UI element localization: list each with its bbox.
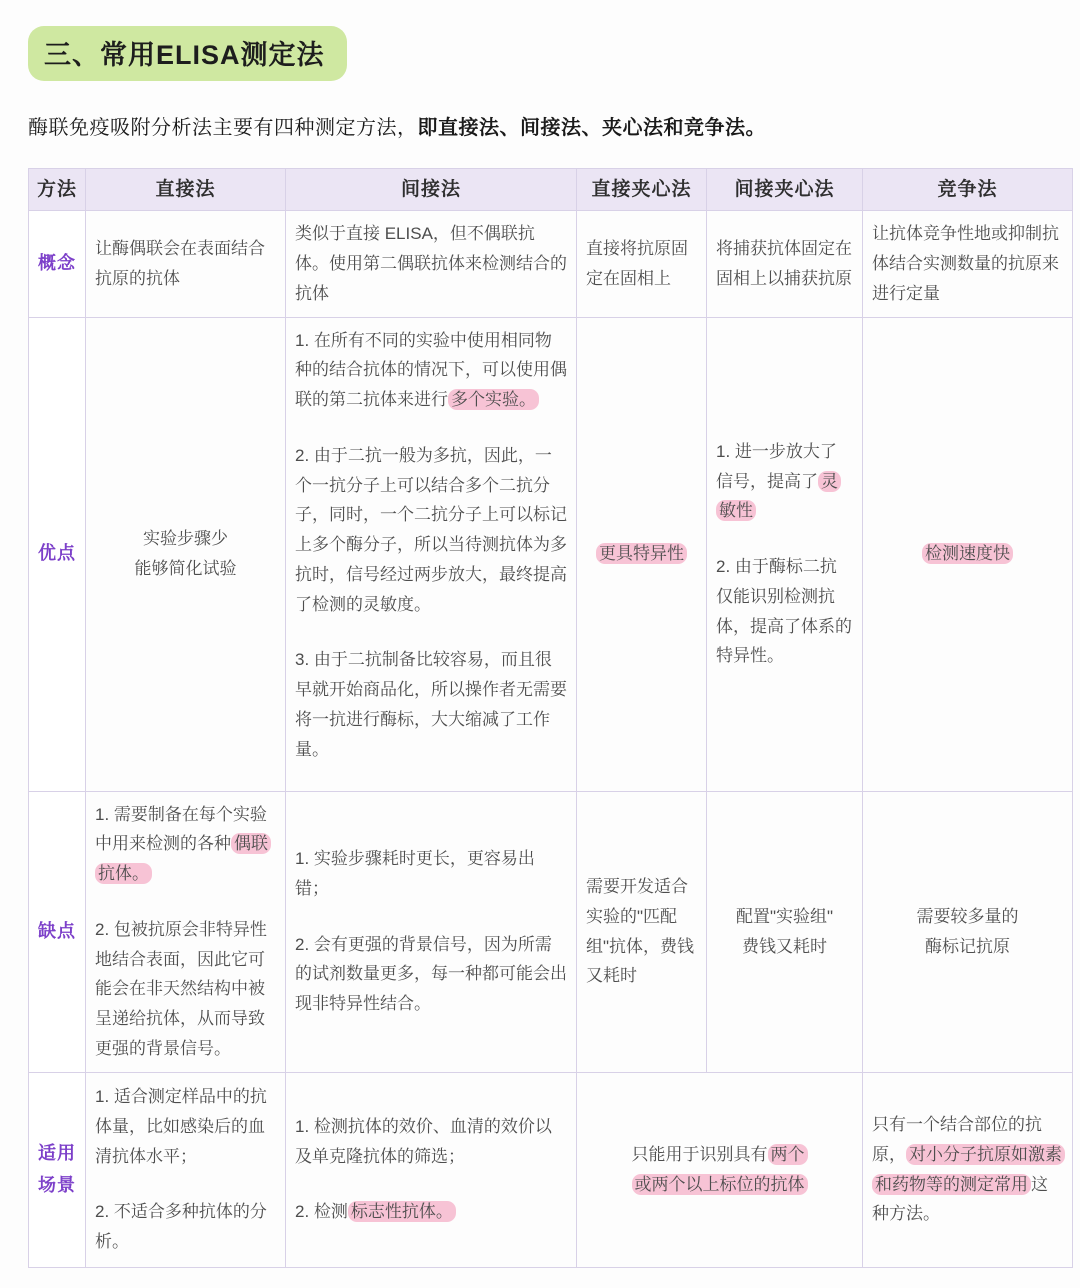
highlighted-text: 偶联抗体。	[95, 833, 271, 884]
point-3	[295, 645, 567, 764]
highlighted-text: 或两个以上标位的抗体	[632, 1174, 808, 1195]
cell-disadvantages-competitive	[863, 791, 1073, 1072]
row-label-disadvantages: 缺点	[29, 791, 86, 1072]
intro-text-normal: 酶联免疫吸附分析法主要有四种测定方法，	[28, 117, 418, 139]
cell-scenarios-sandwich-merged	[577, 1072, 863, 1267]
point-text: 2. 由于二抗一般为多抗，因此，一个一抗分子上可以结合多个二抗分子，同时，一个二抗分子上可以标记上多个酶分子，所以当待测抗体为多抗时，信号经过两步放大，最终提高了检测的灵敏度。	[295, 445, 567, 614]
header-competitive: 竞争法	[863, 169, 1073, 211]
point-text: 1. 实验步骤耗时更长，更容易出错；	[295, 849, 535, 898]
highlighted-text: 灵敏性	[716, 471, 841, 522]
cell-advantages-competitive	[863, 317, 1073, 791]
table-row-scenarios	[29, 1072, 1073, 1267]
cell-text: 将捕获抗体固定在固相上以捕获抗原	[716, 239, 852, 288]
cell-scenarios-competitive	[863, 1072, 1073, 1267]
highlighted-text: 对小分子抗原如激素和药物等的测定常用	[872, 1144, 1065, 1195]
cell-text: 这种方法。	[872, 1174, 1048, 1224]
cell-concept-competitive	[863, 211, 1073, 317]
point-2	[95, 915, 276, 1064]
intro-text-bold: 即直接法、间接法、夹心法和竞争法。	[417, 117, 766, 139]
highlighted-text: 标志性抗体。	[348, 1201, 456, 1222]
cell-concept-indirect-sandwich	[707, 211, 863, 317]
cell-text-line1: 配置"实验组"	[735, 906, 834, 926]
elisa-methods-table	[28, 168, 1073, 1268]
cell-advantages-indirect-sandwich	[707, 317, 863, 791]
point-1	[295, 326, 567, 415]
point-2	[95, 1197, 276, 1257]
point-2	[716, 552, 853, 671]
header-method: 方法	[29, 169, 86, 211]
cell-text-line2: 费钱又耗时	[742, 936, 827, 956]
intro-paragraph	[28, 111, 1070, 140]
cell-disadvantages-direct	[86, 791, 286, 1072]
cell-text: 只有一个结合部位的抗原，	[872, 1115, 1042, 1164]
row-label-scenarios: 适用场景	[29, 1072, 86, 1267]
table-header-row	[29, 169, 1073, 211]
table-row-advantages	[29, 317, 1073, 791]
highlighted-text: 更具特异性	[596, 543, 687, 564]
cell-text: 直接将抗原固定在固相上	[586, 239, 688, 288]
cell-concept-direct-sandwich	[577, 211, 707, 317]
point-1	[95, 800, 276, 889]
highlighted-text: 多个实验。	[448, 389, 539, 410]
point-text: 3. 由于二抗制备比较容易，而且很早就开始商品化，所以操作者无需要将一抗进行酶标，大大缩减了工作量。	[295, 650, 567, 759]
point-text: 2. 不适合多种抗体的分析。	[95, 1202, 267, 1252]
cell-text-line2: 酶标记抗原	[925, 936, 1010, 956]
cell-advantages-direct	[86, 317, 286, 791]
point-1	[295, 844, 567, 904]
cell-text-line1: 实验步骤少	[143, 529, 228, 549]
cell-advantages-direct-sandwich	[577, 317, 707, 791]
point-text: 1. 进一步放大了信号，提高了	[716, 441, 837, 491]
cell-disadvantages-indirect	[286, 791, 577, 1072]
point-text: 2. 检测	[295, 1202, 348, 1222]
cell-text: 类似于直接 ELISA，但不偶联抗体。使用第二偶联抗体来检测结合的抗体	[295, 224, 567, 303]
point-1	[295, 1112, 567, 1172]
point-1	[716, 437, 853, 526]
cell-disadvantages-direct-sandwich	[577, 791, 707, 1072]
cell-text: 让抗体竞争性地或抑制抗体结合实测数量的抗原来进行定量	[872, 224, 1059, 303]
cell-text: 只能用于识别具有	[631, 1144, 768, 1164]
point-2	[295, 1197, 567, 1227]
cell-scenarios-direct	[86, 1072, 286, 1267]
highlighted-text: 两个	[768, 1144, 808, 1165]
point-2	[295, 441, 567, 620]
point-text: 2. 包被抗原会非特异性地结合表面，因此它可能会在非天然结构中被呈递给抗体，从而导致更强的背景信号。	[95, 919, 267, 1058]
cell-text-line1: 需要较多量的	[916, 906, 1019, 926]
row-label-concept: 概念	[29, 211, 86, 317]
point-text: 1. 检测抗体的效价、血清的效价以及单克隆抗体的筛选；	[295, 1116, 552, 1166]
point-text: 2. 会有更强的背景信号，因为所需的试剂数量更多，每一种都可能会出现非特异性结合。	[295, 934, 567, 1014]
header-indirect-sandwich: 间接夹心法	[707, 169, 863, 211]
header-direct: 直接法	[86, 169, 286, 211]
cell-text: 让酶偶联会在表面结合抗原的抗体	[95, 239, 265, 288]
point-text: 1. 需要制备在每个实验中用来检测的各种	[95, 804, 267, 854]
point-2	[295, 930, 567, 1019]
table-row-concept	[29, 211, 1073, 317]
point-text: 1. 适合测定样品中的抗体量，比如感染后的血清抗体水平；	[95, 1087, 267, 1166]
point-text: 1. 在所有不同的实验中使用相同物种的结合抗体的情况下，可以使用偶联的第二抗体来进行	[295, 330, 567, 409]
cell-scenarios-indirect	[286, 1072, 577, 1267]
highlighted-text: 检测速度快	[922, 543, 1013, 564]
row-label-advantages: 优点	[29, 317, 86, 791]
header-direct-sandwich: 直接夹心法	[577, 169, 707, 211]
table-row-disadvantages	[29, 791, 1073, 1072]
point-text: 2. 由于酶标二抗仅能识别检测抗体，提高了体系的特异性。	[716, 557, 852, 666]
cell-text-line2: 能够简化试验	[134, 559, 237, 578]
point-1	[95, 1082, 276, 1171]
cell-text: 需要开发适合实验的"匹配组"抗体，费钱又耗时	[586, 877, 695, 986]
cell-concept-direct	[86, 211, 286, 317]
header-indirect: 间接法	[286, 169, 577, 211]
cell-disadvantages-indirect-sandwich	[707, 791, 863, 1072]
cell-concept-indirect	[286, 211, 577, 317]
section-title-text: 三、常用ELISA测定法	[44, 40, 325, 70]
cell-advantages-indirect	[286, 317, 577, 791]
section-title	[28, 26, 347, 81]
